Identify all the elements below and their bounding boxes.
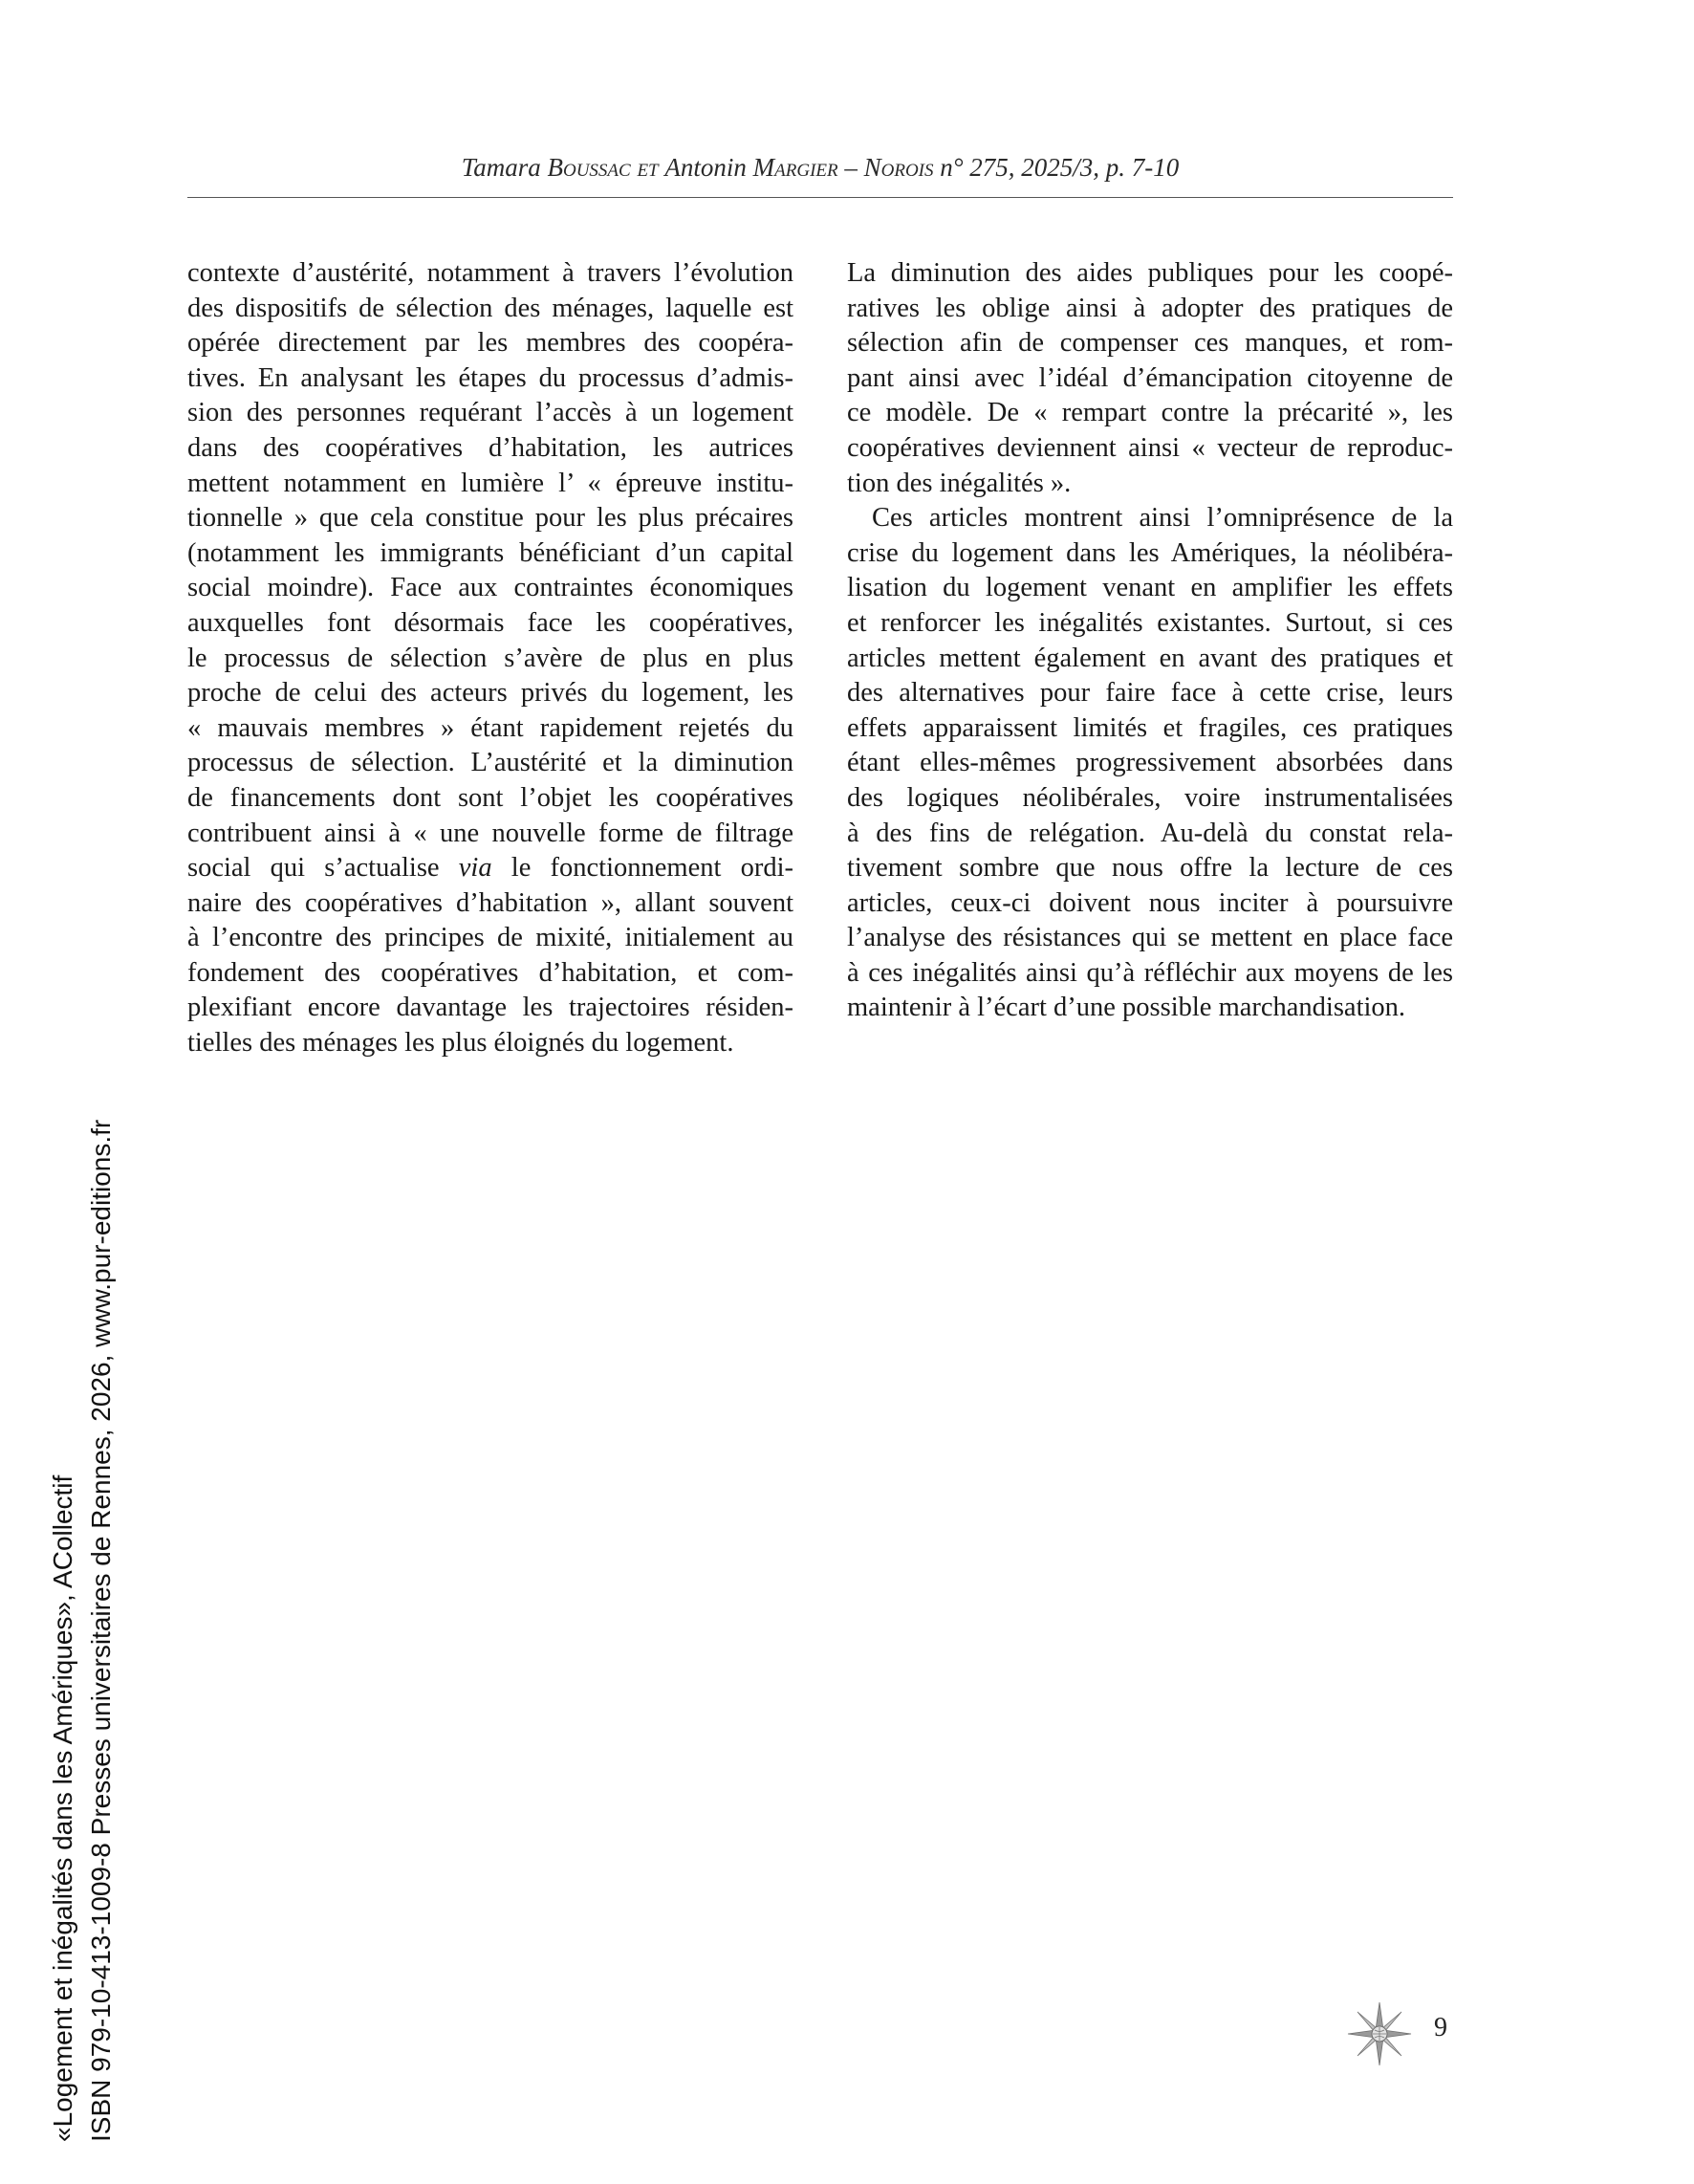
text-line: à l’encontre des principes de mixité, initialement au [187, 923, 793, 953]
running-head [187, 151, 1453, 184]
text-line: articles mettent également en avant des pratiques et [847, 643, 1453, 673]
text-line: tion des inégalités ». [847, 468, 1072, 498]
text-line: des logiques néolibérales, voire instrumentalisées [847, 782, 1453, 813]
side-credit-line-2: ISBN 979-10-413-1009-8 Presses universitaires de Rennes, 2026, www.pur-editions.fr [86, 1119, 116, 2142]
text-line: « mauvais membres » étant rapidement rejetés du [187, 712, 793, 743]
text-line: contexte d’austérité, notamment à travers l’évolution [187, 258, 793, 288]
text-line: articles, ceux-ci doivent nous inciter à poursuivre [847, 887, 1453, 918]
text-line: contribuent ainsi à « une nouvelle forme de filtrage [187, 818, 793, 848]
text-line: tielles des ménages les plus éloignés du logement. [187, 1028, 734, 1059]
text-line: l’analyse des résistances qui se mettent en place face [847, 923, 1453, 953]
text-line: à ces inégalités ainsi qu’à réfléchir aux moyens de les [847, 957, 1453, 988]
line-segment: ordi- [740, 853, 793, 884]
line-segment: le fonctionnement [491, 853, 741, 884]
line-segment: social qui s’actualise [187, 853, 459, 884]
text-line: à des fins de relégation. Au-delà du constat rela- [847, 818, 1453, 848]
text-line: effets apparaissent limités et fragiles, ces pratiques [847, 712, 1453, 743]
text-line: ce modèle. De « rempart contre la précarité », les [847, 398, 1453, 428]
text-line: auxquelles font désormais face les coopératives, [187, 607, 793, 638]
header-connector: et [630, 153, 665, 182]
text-line: des dispositifs de sélection des ménages, laquelle est [187, 293, 793, 323]
text-line: processus de sélection. L’austérité et la diminution [187, 748, 793, 778]
text-line: ratives les oblige ainsi à adopter des pratiques de [847, 293, 1453, 323]
right-paragraph-2 [847, 501, 1453, 536]
text-line: naire des coopératives d’habitation », allant souvent [187, 887, 793, 918]
left-paragraph [187, 256, 793, 1061]
text-line: tivement sombre que nous offre la lecture de ces [847, 853, 1453, 884]
author1-first: Tamara [461, 153, 548, 182]
text-line: maintenir à l’écart d’une possible marchandisation. [847, 993, 1406, 1023]
text-line: de financements dont sont l’objet les coopératives [187, 782, 793, 813]
text-line: crise du logement dans les Amériques, la néolibéra- [847, 537, 1453, 568]
compass-rose-icon [1346, 2000, 1413, 2067]
author2-last: Margier [752, 153, 838, 182]
text-line: coopératives deviennent ainsi « vecteur de reproduc- [847, 432, 1453, 463]
right-paragraph-1 [847, 256, 1453, 501]
text-line: le processus de sélection s’avère de plus en plus [187, 643, 793, 673]
side-credit-line-1: «Logement et inégalités dans les Amériques», ACollectif [48, 1474, 77, 2142]
issue-info: n° 275, 2025/3, p. 7-10 [933, 153, 1180, 182]
right-column [847, 256, 1453, 1026]
text-line: dans des coopératives d’habitation, les autrices [187, 432, 793, 463]
left-column [187, 256, 793, 1061]
text-line: proche de celui des acteurs privés du logement, les [187, 678, 793, 709]
right-paragraph-2-body [847, 536, 1453, 1026]
text-line: tionnelle » que cela constitue pour les plus précaires [187, 503, 793, 534]
text-line: plexifiant encore davantage les trajectoires résiden- [187, 993, 793, 1023]
journal-name: Norois [863, 153, 934, 182]
text-line: fondement des coopératives d’habitation, et com- [187, 957, 793, 988]
text-line: (notamment les immigrants bénéficiant d’un capital [187, 537, 793, 568]
text-line: mettent notamment en lumière l’ « épreuve institu- [187, 468, 793, 498]
text-line: social moindre). Face aux contraintes économiques [187, 573, 793, 603]
italic-term: via [458, 853, 492, 884]
text-line: Ces articles montrent ainsi l’omniprésence de la [872, 503, 1453, 534]
header-rule [187, 197, 1453, 198]
text-line: sélection afin de compenser ces manques, et rom- [847, 328, 1453, 359]
text-line: et renforcer les inégalités existantes. Surtout, si ces [847, 607, 1453, 638]
text-line: La diminution des aides publiques pour les coopé- [847, 258, 1453, 288]
text-line: étant elles-mêmes progressivement absorbées dans [847, 748, 1453, 778]
text-line: sion des personnes requérant l’accès à un logement [187, 398, 793, 428]
header-dash: – [837, 153, 864, 182]
text-line: tives. En analysant les étapes du processus d’admis- [187, 362, 793, 393]
text-line: opérée directement par les membres des coopéra- [187, 328, 793, 359]
text-line: des alternatives pour faire face à cette crise, leurs [847, 678, 1453, 709]
text-line: pant ainsi avec l’idéal d’émancipation citoyenne de [847, 362, 1453, 393]
text-line: lisation du logement venant en amplifier les effets [847, 573, 1453, 603]
page-number: 9 [1434, 2013, 1447, 2042]
text-line-with-italic [187, 851, 793, 886]
author1-last: Boussac [547, 153, 631, 182]
author2-first: Antonin [664, 153, 753, 182]
side-credit [44, 1120, 120, 2142]
